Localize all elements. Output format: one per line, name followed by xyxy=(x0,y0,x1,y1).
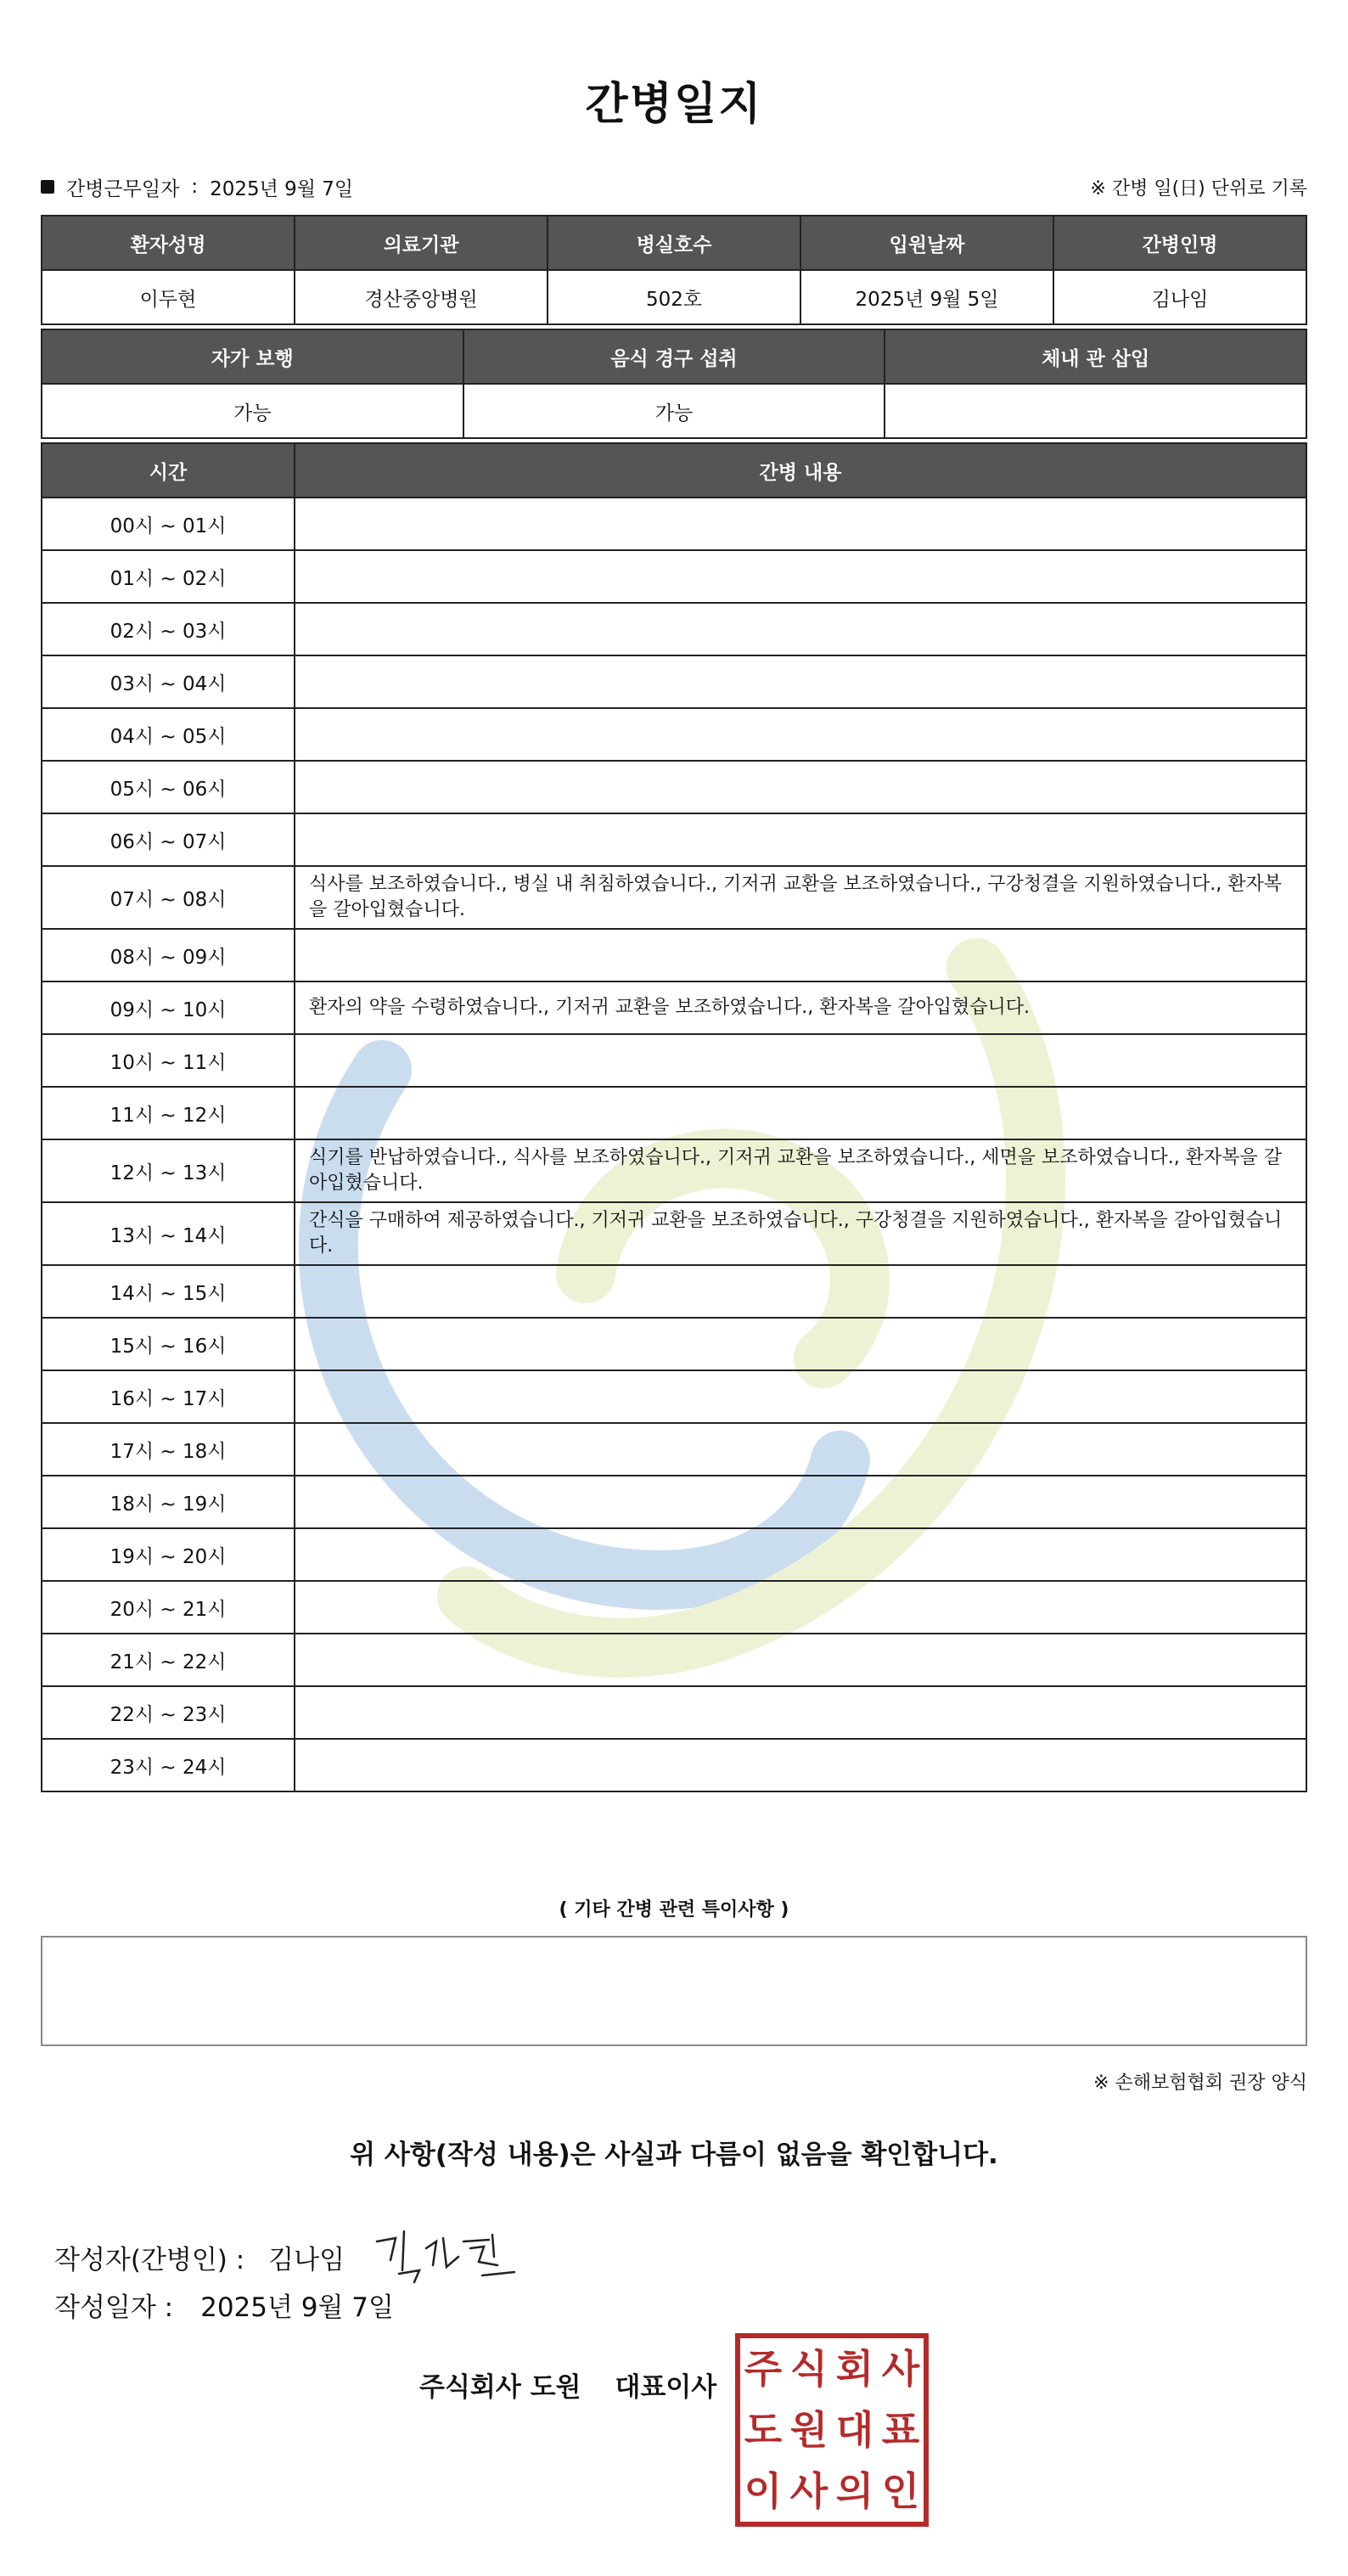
seal-char: 인 xyxy=(881,2468,920,2514)
table-row xyxy=(42,813,1306,866)
time-slot: 02시 ~ 03시 xyxy=(42,603,295,655)
table-row xyxy=(42,761,1306,813)
time-slot: 10시 ~ 11시 xyxy=(42,1034,295,1087)
care-content-cell xyxy=(295,1634,1306,1686)
care-content-cell xyxy=(295,761,1306,813)
header-care-content: 간병 내용 xyxy=(295,443,1306,498)
company-role: 대표이사 xyxy=(615,2372,717,2403)
seal-char: 도 xyxy=(744,2407,783,2453)
patient-name: 이두현 xyxy=(42,270,295,324)
table-row xyxy=(42,603,1306,655)
table-row xyxy=(42,981,1306,1034)
care-content-cell xyxy=(295,813,1306,866)
table-row xyxy=(42,1202,1306,1265)
table-row xyxy=(42,498,1306,550)
written-date-value: 2025년 9월 7일 xyxy=(200,2292,394,2323)
writer-row xyxy=(54,2223,523,2291)
care-content-cell xyxy=(295,603,1306,655)
header-tube-insertion: 체내 관 삽입 xyxy=(885,329,1306,384)
table-row xyxy=(42,866,1306,929)
table-row xyxy=(42,1370,1306,1423)
header-hospital: 의료기관 xyxy=(295,216,548,270)
seal-char: 회 xyxy=(835,2346,874,2392)
time-slot: 17시 ~ 18시 xyxy=(42,1423,295,1476)
time-slot: 16시 ~ 17시 xyxy=(42,1370,295,1423)
written-date-label: 작성일자 : xyxy=(54,2292,174,2323)
company-seal-stamp xyxy=(735,2333,929,2527)
care-content-cell xyxy=(295,1370,1306,1423)
duty-date-value: 2025년 9월 7일 xyxy=(210,177,354,200)
hospital-name: 경산중앙병원 xyxy=(295,270,548,324)
seal-char: 사 xyxy=(881,2346,920,2392)
care-content-cell: 식기를 반납하였습니다., 식사를 보조하였습니다., 기저귀 교환을 보조하였습니다., 세면을 보조하였습니다., 환자복을 갈아입혔습니다. xyxy=(295,1139,1306,1202)
table-row xyxy=(42,929,1306,981)
notes-title: ( 기타 간병 관련 특이사항 ) xyxy=(559,1899,789,1921)
time-slot: 23시 ~ 24시 xyxy=(42,1739,295,1791)
time-slot: 13시 ~ 14시 xyxy=(42,1202,295,1265)
time-slot: 11시 ~ 12시 xyxy=(42,1087,295,1139)
duty-date-separator: : xyxy=(191,176,199,198)
seal-char: 사 xyxy=(789,2468,828,2514)
care-content-cell xyxy=(295,929,1306,981)
time-slot: 19시 ~ 20시 xyxy=(42,1528,295,1581)
seal-char: 주 xyxy=(744,2346,783,2392)
table-row xyxy=(42,1265,1306,1318)
table-row xyxy=(42,1139,1306,1202)
care-content-cell xyxy=(295,1034,1306,1087)
seal-char: 원 xyxy=(789,2407,828,2453)
care-content-cell xyxy=(295,1087,1306,1139)
oral-intake-value: 가능 xyxy=(463,384,885,438)
admission-date: 2025년 9월 5일 xyxy=(800,270,1053,324)
table-row xyxy=(42,655,1306,708)
time-slot: 09시 ~ 10시 xyxy=(42,981,295,1034)
care-content-cell xyxy=(295,1686,1306,1739)
time-slot: 18시 ~ 19시 xyxy=(42,1476,295,1528)
table-row xyxy=(42,1034,1306,1087)
header-admission-date: 입원날짜 xyxy=(800,216,1053,270)
header-caregiver-name: 간병인명 xyxy=(1053,216,1306,270)
time-slot: 00시 ~ 01시 xyxy=(42,498,295,550)
time-slot: 04시 ~ 05시 xyxy=(42,708,295,761)
care-content-cell: 환자의 약을 수령하였습니다., 기저귀 교환을 보조하였습니다., 환자복을 갈아입혔습니다. xyxy=(295,981,1306,1034)
notes-box xyxy=(41,1936,1307,2046)
table-row xyxy=(42,1528,1306,1581)
room-number: 502호 xyxy=(548,270,800,324)
care-content-cell xyxy=(295,1581,1306,1634)
self-walking-value: 가능 xyxy=(42,384,463,438)
tube-insertion-value xyxy=(885,384,1306,438)
written-date-row xyxy=(54,2286,394,2324)
company-row xyxy=(419,2365,716,2404)
care-content-cell xyxy=(295,708,1306,761)
time-slot: 21시 ~ 22시 xyxy=(42,1634,295,1686)
header-time: 시간 xyxy=(42,443,295,498)
time-slot: 22시 ~ 23시 xyxy=(42,1686,295,1739)
duty-date-row xyxy=(41,172,1307,202)
patient-status-table xyxy=(41,329,1307,439)
care-content-cell xyxy=(295,655,1306,708)
care-log-table xyxy=(41,442,1307,1792)
confirmation-statement: 위 사항(작성 내용)은 사실과 다름이 없음을 확인합니다. xyxy=(350,2140,998,2170)
care-content-cell: 간식을 구매하여 제공하였습니다., 기저귀 교환을 보조하였습니다., 구강청결을 지원하였습니다., 환자복을 갈아입혔습니다. xyxy=(295,1202,1306,1265)
time-slot: 06시 ~ 07시 xyxy=(42,813,295,866)
table-row xyxy=(42,708,1306,761)
table-row xyxy=(42,1686,1306,1739)
header-oral-intake: 음식 경구 섭취 xyxy=(463,329,885,384)
writer-label: 작성자(간병인) : xyxy=(54,2244,245,2275)
care-content-cell xyxy=(295,1528,1306,1581)
writer-name: 김나임 xyxy=(268,2244,345,2275)
time-slot: 08시 ~ 09시 xyxy=(42,929,295,981)
time-slot: 14시 ~ 15시 xyxy=(42,1265,295,1318)
handwritten-signature xyxy=(370,2223,523,2291)
duty-date-label: 간병근무일자 xyxy=(66,177,180,200)
caregiver-name: 김나임 xyxy=(1053,270,1306,324)
table-row xyxy=(42,1423,1306,1476)
time-slot: 20시 ~ 21시 xyxy=(42,1581,295,1634)
time-slot: 03시 ~ 04시 xyxy=(42,655,295,708)
bullet-square-icon xyxy=(41,180,54,194)
table-row xyxy=(42,1634,1306,1686)
table-row xyxy=(42,1581,1306,1634)
table-row xyxy=(42,1476,1306,1528)
care-content-cell xyxy=(295,1476,1306,1528)
seal-char: 대 xyxy=(835,2407,874,2453)
care-content-cell xyxy=(295,1739,1306,1791)
time-slot: 12시 ~ 13시 xyxy=(42,1139,295,1202)
care-content-cell xyxy=(295,1423,1306,1476)
care-content-cell xyxy=(295,1318,1306,1370)
seal-char: 표 xyxy=(881,2407,920,2453)
time-slot: 05시 ~ 06시 xyxy=(42,761,295,813)
table-row xyxy=(42,550,1306,603)
header-room: 병실호수 xyxy=(548,216,800,270)
time-slot: 01시 ~ 02시 xyxy=(42,550,295,603)
header-patient-name: 환자성명 xyxy=(42,216,295,270)
table-row xyxy=(42,1087,1306,1139)
recommend-note: ※ 손해보험협회 권장 양식 xyxy=(1093,2073,1307,2094)
care-content-cell xyxy=(295,1265,1306,1318)
page-title: 간병일지 xyxy=(585,79,763,130)
company-name: 주식회사 도원 xyxy=(419,2372,581,2403)
seal-char: 이 xyxy=(744,2468,783,2514)
patient-info-table xyxy=(41,215,1307,325)
table-row xyxy=(42,1739,1306,1791)
duty-unit-note: ※ 간병 일(日) 단위로 기록 xyxy=(1090,177,1307,200)
seal-char: 의 xyxy=(835,2468,874,2514)
table-row xyxy=(42,1318,1306,1370)
care-content-cell xyxy=(295,550,1306,603)
care-content-cell: 식사를 보조하였습니다., 병실 내 취침하였습니다., 기저귀 교환을 보조하였습니다., 구강청결을 지원하였습니다., 환자복을 갈아입혔습니다. xyxy=(295,866,1306,929)
header-self-walking: 자가 보행 xyxy=(42,329,463,384)
time-slot: 15시 ~ 16시 xyxy=(42,1318,295,1370)
time-slot: 07시 ~ 08시 xyxy=(42,866,295,929)
seal-char: 식 xyxy=(789,2346,828,2392)
care-content-cell xyxy=(295,498,1306,550)
